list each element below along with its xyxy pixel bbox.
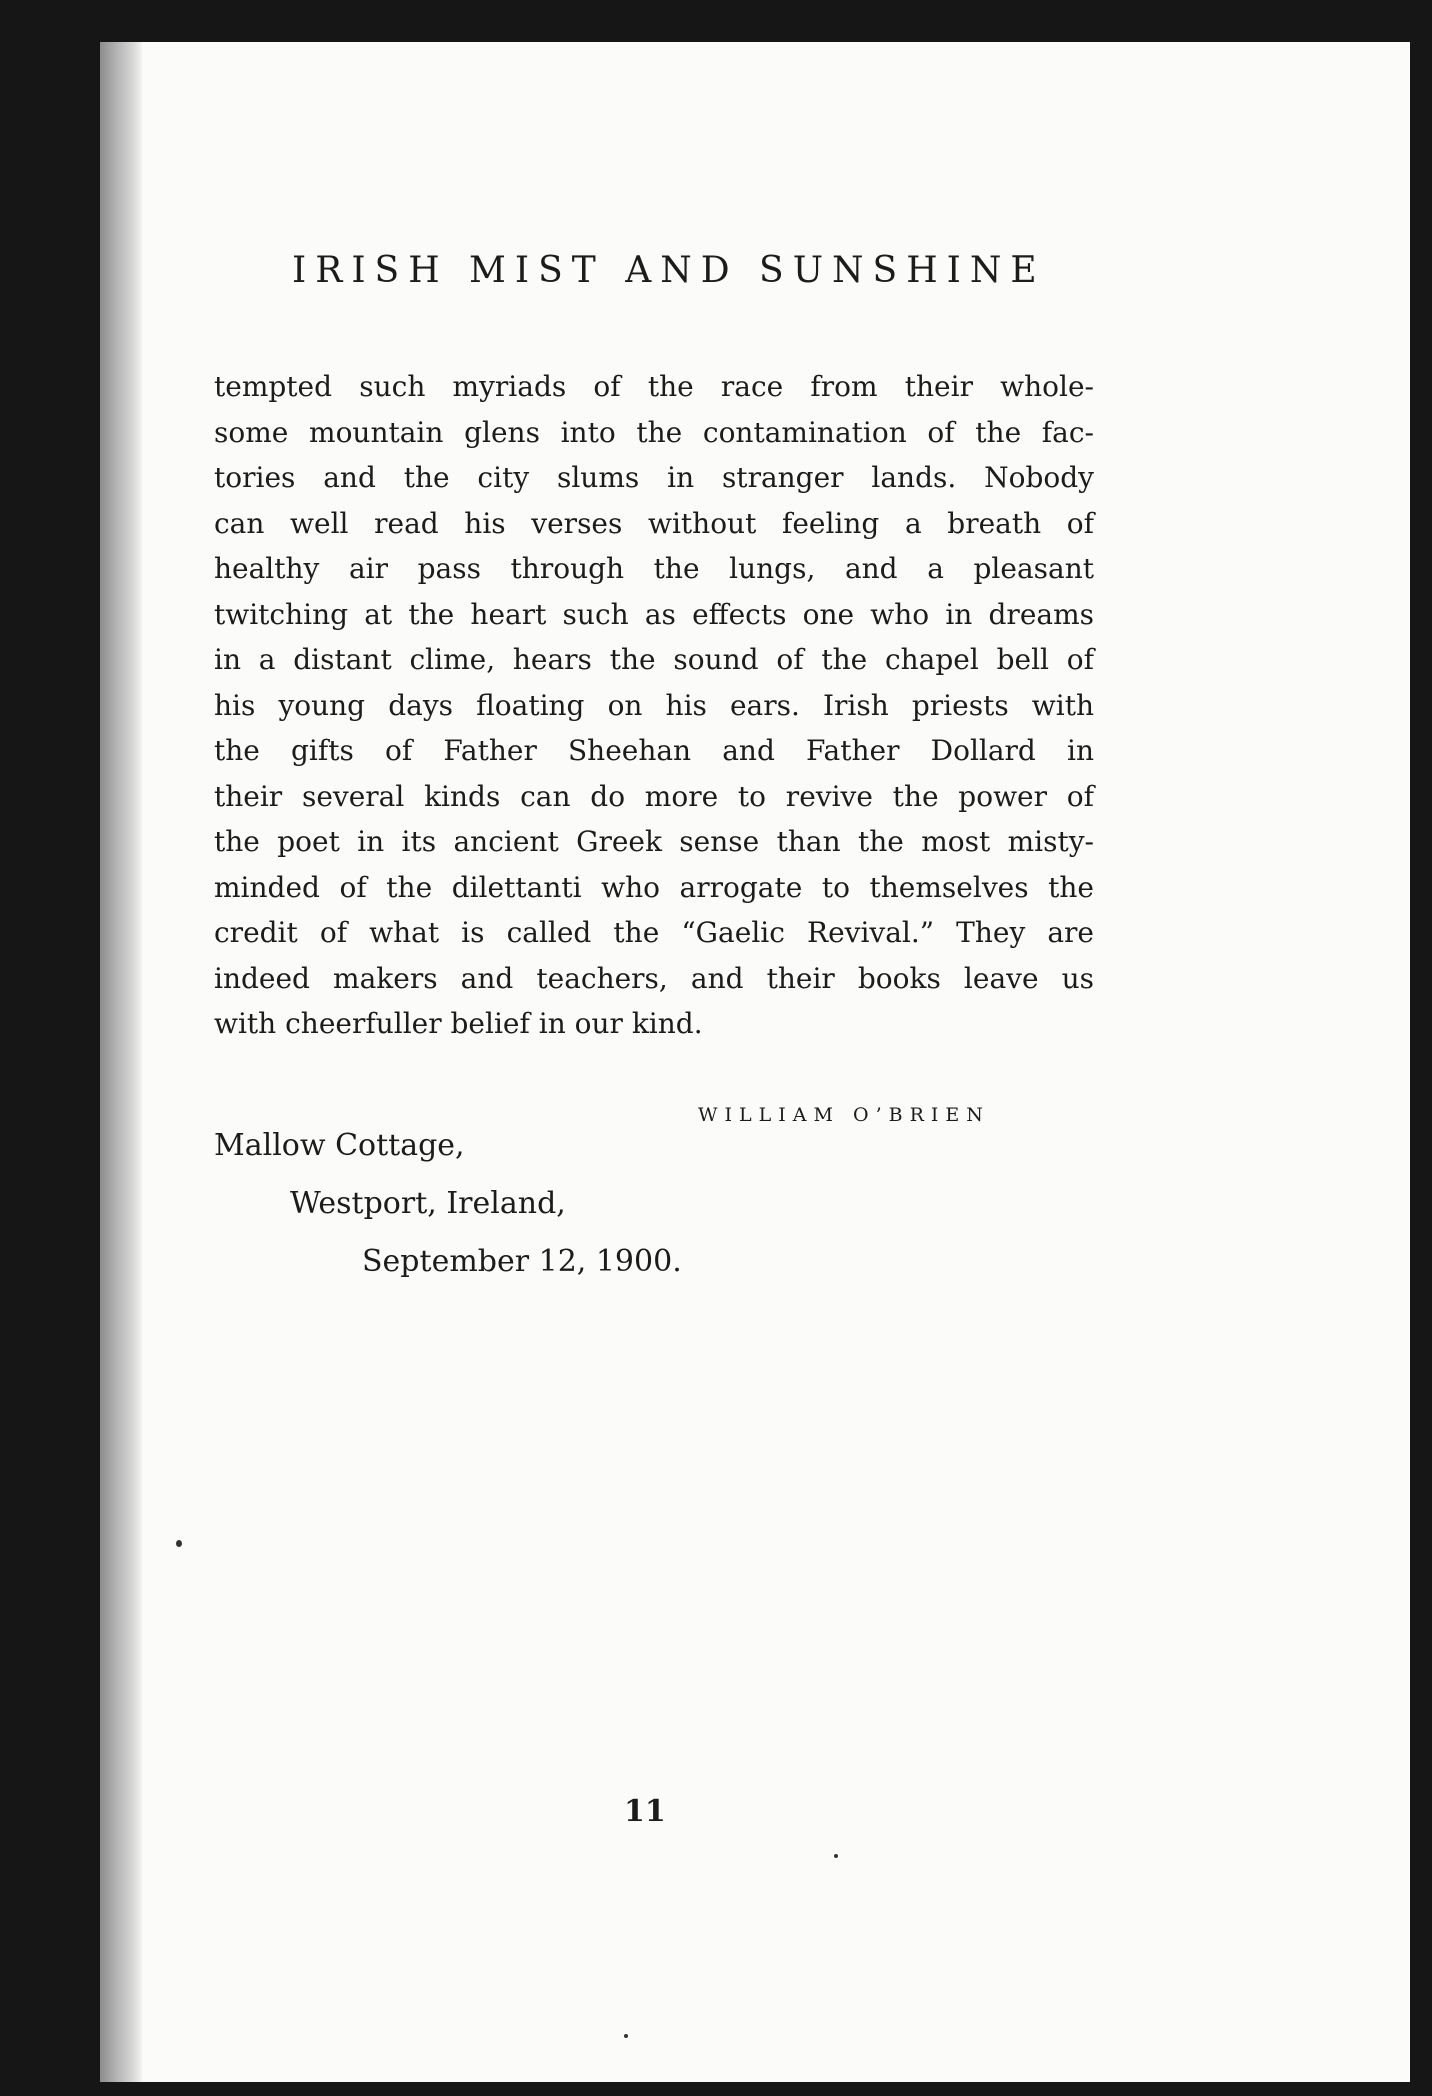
page-gutter — [100, 42, 142, 2082]
body-line: credit of what is called the “Gaelic Revival.” They are — [214, 916, 1094, 949]
body-line: tempted such myriads of the race from their whole- — [214, 370, 1094, 403]
running-head: IRISH MIST AND SUNSHINE — [292, 250, 1046, 291]
body-line: the gifts of Father Sheehan and Father Dollard in — [214, 734, 1094, 767]
page-number: 11 — [624, 1794, 666, 1829]
author-signature: WILLIAM O’BRIEN — [698, 1104, 990, 1126]
address-date: September 12, 1900. — [362, 1244, 682, 1279]
book-page — [100, 42, 1410, 2082]
body-line: some mountain glens into the contamination of the fac- — [214, 415, 1094, 449]
body-paragraph — [214, 364, 1094, 1047]
body-line: in a distant clime, hears the sound of the chapel bell of — [214, 643, 1094, 676]
scan-speck — [176, 1540, 182, 1547]
body-line: their several kinds can do more to revive the power of — [214, 779, 1094, 813]
body-line: twitching at the heart such as effects one who in dreams — [214, 597, 1094, 631]
scan-speck — [834, 1854, 838, 1858]
address-line-2: Westport, Ireland, — [290, 1186, 566, 1221]
scan-speck — [624, 2034, 628, 2038]
body-line: the poet in its ancient Greek sense than the most misty- — [214, 825, 1094, 858]
body-line: healthy air pass through the lungs, and a pleasant — [214, 552, 1094, 585]
address-line-1: Mallow Cottage, — [214, 1128, 465, 1163]
body-line: tories and the city slums in stranger lands. Nobody — [214, 461, 1094, 494]
body-line: can well read his verses without feeling a breath of — [214, 506, 1094, 540]
body-line: with cheerfuller belief in our kind. — [214, 1007, 703, 1040]
body-line: minded of the dilettanti who arrogate to themselves the — [214, 870, 1094, 904]
body-line: indeed makers and teachers, and their books leave us — [214, 961, 1094, 995]
body-line: his young days floating on his ears. Irish priests with — [214, 688, 1094, 722]
